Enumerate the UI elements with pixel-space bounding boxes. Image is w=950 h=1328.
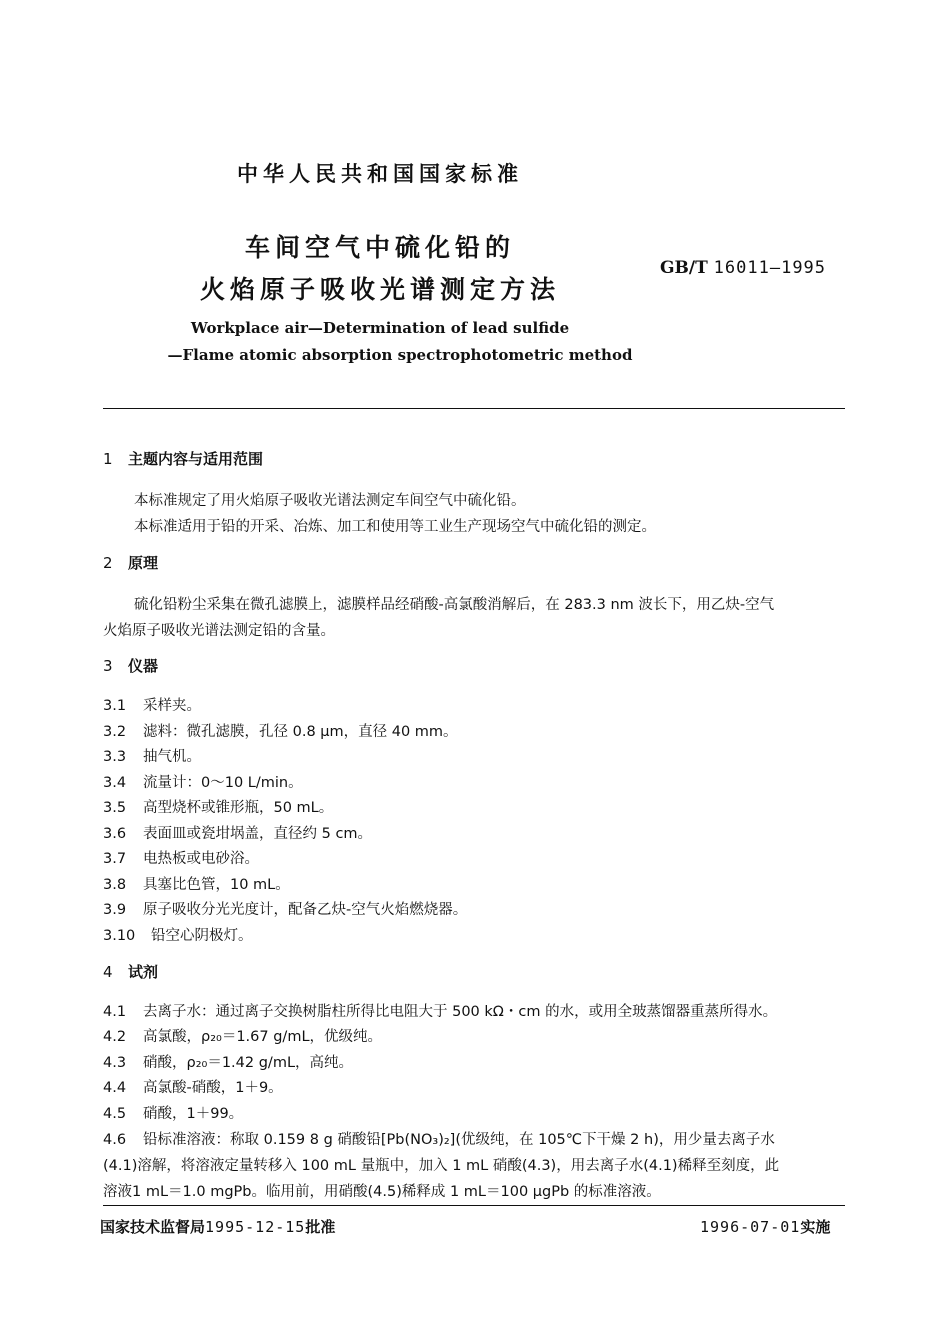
section-number: 1 — [103, 450, 113, 468]
item-text: 抽气机。 — [143, 749, 201, 765]
header-divider — [103, 408, 845, 409]
item-text: 具塞比色管，10 mL。 — [143, 877, 290, 893]
section-title: 仪器 — [128, 657, 159, 675]
item-number: 3.4 — [103, 775, 127, 791]
item-number: 4.3 — [103, 1055, 127, 1071]
item-number: 4.4 — [103, 1080, 127, 1096]
national-standard-label: 中华人民共和国国家标准 — [237, 162, 523, 186]
item-text: 去离子水：通过离子交换树脂柱所得比电阻大于 500 kΩ・cm 的水，或用全玻蒸馏器重蒸所得水。 — [143, 1004, 778, 1020]
item-text: 流量计：0～10 L/min。 — [143, 775, 303, 791]
item-number: 3.7 — [103, 851, 127, 867]
item-text: 硝酸，ρ₂₀＝1.42 g/mL，高纯。 — [143, 1055, 354, 1071]
section-heading-4 — [103, 961, 158, 982]
item-number: 3.1 — [103, 698, 127, 714]
footer-divider — [103, 1205, 845, 1206]
item-text: 高型烧杯或锥形瓶，50 mL。 — [143, 800, 334, 816]
item-number: 4.1 — [103, 1004, 127, 1020]
english-title-line-1: Workplace air—Determination of lead sulfide — [190, 319, 570, 337]
section-number: 2 — [103, 554, 113, 572]
list-item — [103, 873, 290, 894]
item-number: 3.9 — [103, 902, 127, 918]
list-item — [103, 1128, 775, 1149]
list-item — [103, 1102, 243, 1123]
list-item — [103, 898, 467, 919]
paragraph: 本标准规定了用火焰原子吸收光谱法测定车间空气中硫化铅。 — [134, 493, 526, 509]
title-line-2: 火焰原子吸收光谱测定方法 — [199, 275, 560, 304]
section-heading-3 — [103, 655, 158, 676]
paragraph: 火焰原子吸收光谱法测定铅的含量。 — [103, 623, 335, 639]
list-item — [103, 694, 201, 715]
item-number: 3.6 — [103, 826, 127, 842]
item-text: 电热板或电砂浴。 — [143, 851, 259, 867]
paragraph: 硫化铅粉尘采集在微孔滤膜上，滤膜样品经硝酸-高氯酸消解后，在 283.3 nm 波长下，用乙炔-空气 — [134, 597, 775, 613]
section-number: 3 — [103, 657, 113, 675]
effective-info — [700, 1216, 830, 1237]
list-item — [103, 1051, 353, 1072]
title-line-1: 车间空气中硫化铅的 — [244, 233, 515, 262]
list-item — [103, 1025, 382, 1046]
item-number: 4.6 — [103, 1132, 127, 1148]
section-title: 原理 — [128, 554, 159, 572]
list-item — [103, 771, 303, 792]
approval-info — [100, 1216, 335, 1237]
list-item — [103, 1000, 777, 1021]
approval-label: 批准 — [305, 1218, 336, 1236]
item-text: 高氯酸-硝酸，1＋9。 — [143, 1080, 283, 1096]
section-heading-1 — [103, 448, 263, 469]
standard-code-prefix: GB/T — [660, 258, 708, 278]
section-number: 4 — [103, 963, 113, 981]
item-text: 滤料：微孔滤膜，孔径 0.8 μm，直径 40 mm。 — [143, 724, 458, 740]
item-number: 3.3 — [103, 749, 127, 765]
approval-date: 1995-12-15 — [205, 1218, 306, 1236]
standard-code — [660, 258, 826, 278]
effective-label: 实施 — [800, 1218, 831, 1236]
item-number: 3.5 — [103, 800, 127, 816]
item-number: 4.2 — [103, 1029, 127, 1045]
item-number: 3.10 — [103, 928, 136, 944]
english-title-line-2: —Flame atomic absorption spectrophotometric method — [167, 346, 633, 364]
item-text: 硝酸，1＋99。 — [143, 1106, 244, 1122]
list-item — [103, 745, 201, 766]
list-item — [103, 924, 253, 945]
item-text: 铅标准溶液：称取 0.159 8 g 硝酸铅[Pb(NO₃)₂](优级纯，在 105℃下干燥 2 h)，用少量去离子水 — [143, 1132, 775, 1148]
standard-code-number: 16011—1995 — [713, 258, 827, 278]
list-item — [103, 720, 458, 741]
section-title: 主题内容与适用范围 — [128, 450, 264, 468]
item-text: 采样夹。 — [143, 698, 201, 714]
list-item — [103, 822, 372, 843]
paragraph: 本标准适用于铅的开采、冶炼、加工和使用等工业生产现场空气中硫化铅的测定。 — [134, 519, 656, 535]
section-title: 试剂 — [128, 963, 159, 981]
list-item — [103, 847, 259, 868]
effective-date: 1996-07-01 — [700, 1218, 801, 1236]
section-heading-2 — [103, 552, 158, 573]
item-number: 3.8 — [103, 877, 127, 893]
paragraph-continuation: 溶液1 mL＝1.0 mgPb。临用前，用硝酸(4.5)稀释成 1 mL＝100 μgPb 的标准溶液。 — [103, 1184, 661, 1200]
item-text: 原子吸收分光光度计，配备乙炔-空气火焰燃烧器。 — [143, 902, 468, 918]
item-text: 高氯酸，ρ₂₀＝1.67 g/mL，优级纯。 — [143, 1029, 383, 1045]
list-item — [103, 1076, 283, 1097]
item-text: 铅空心阴极灯。 — [151, 928, 253, 944]
paragraph-continuation: (4.1)溶解，将溶液定量转移入 100 mL 量瓶中，加入 1 mL 硝酸(4.3)，用去离子水(4.1)稀释至刻度，此 — [103, 1158, 780, 1174]
approval-org: 国家技术监督局 — [100, 1218, 206, 1236]
item-number: 3.2 — [103, 724, 127, 740]
item-text: 表面皿或瓷坩埚盖，直径约 5 cm。 — [143, 826, 373, 842]
item-number: 4.5 — [103, 1106, 127, 1122]
list-item — [103, 796, 333, 817]
